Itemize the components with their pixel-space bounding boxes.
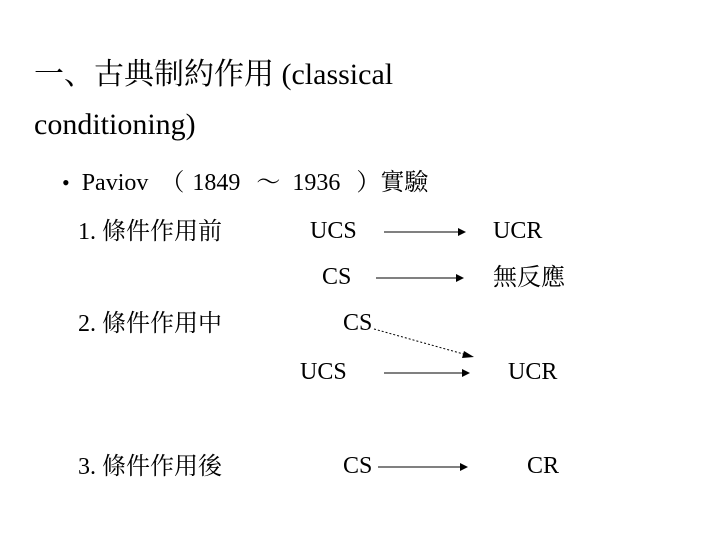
title-english: (classical xyxy=(281,58,394,91)
step3-number: 3. xyxy=(78,454,96,480)
step2-label: 條件作用中 xyxy=(102,309,222,337)
step1-heading xyxy=(78,219,222,244)
step3-arrow xyxy=(378,460,468,474)
step1-row1-arrow xyxy=(384,225,466,239)
bullet-line xyxy=(62,170,428,195)
bullet-tilde: ～ xyxy=(256,168,281,196)
step3-heading xyxy=(78,454,222,479)
step2-number: 2. xyxy=(78,311,96,337)
bullet-year-start: 1849 xyxy=(192,170,241,196)
step2-row1-left: CS xyxy=(343,310,373,336)
step1-number: 1. xyxy=(78,219,96,245)
step2-heading xyxy=(78,311,222,336)
step2-dotted-arrow xyxy=(370,325,480,365)
step3-label: 條件作用後 xyxy=(102,452,222,480)
step2-row2-right: UCR xyxy=(508,359,558,385)
step1-row1-right: UCR xyxy=(493,218,543,244)
step3-right: CR xyxy=(527,453,560,479)
bullet-open-paren: （ xyxy=(160,168,185,196)
step2-row2-arrow xyxy=(384,366,470,380)
bullet-suffix: 實驗 xyxy=(380,168,429,196)
bullet-dot-icon: • xyxy=(62,170,70,195)
title-chinese: 一、古典制約作用 xyxy=(34,57,274,92)
step1-row2-left: CS xyxy=(322,264,352,290)
step1-row2-arrow xyxy=(376,271,464,285)
bullet-year-end: 1936 xyxy=(292,170,341,196)
step1-row2-right: 無反應 xyxy=(493,263,565,291)
step1-label: 條件作用前 xyxy=(102,217,222,245)
step2-row2-left: UCS xyxy=(300,359,347,385)
step3-left: CS xyxy=(343,453,373,479)
slide-title-line1 xyxy=(34,57,394,92)
slide-title-line2: conditioning) xyxy=(34,108,196,141)
step1-row1-left: UCS xyxy=(310,218,357,244)
bullet-close-paren: ） xyxy=(356,168,381,196)
bullet-name: Paviov xyxy=(81,170,149,196)
